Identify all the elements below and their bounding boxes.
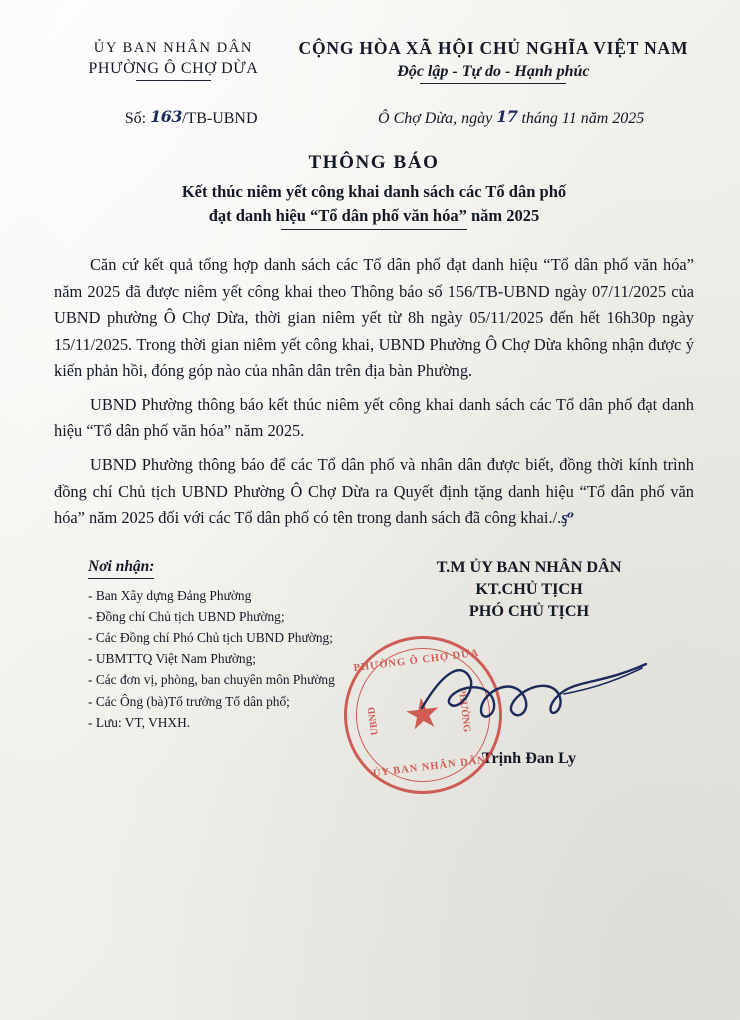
- document-subtitle-1: Kết thúc niêm yết công khai danh sách các Tổ dân phố: [181, 182, 567, 201]
- body-paragraph-1: Căn cứ kết quả tổng hợp danh sách các Tổ dân phố đạt danh hiệu “Tổ dân phố văn hóa” năm 2025 đã được niêm yết công khai theo Thông báo số 156/TB-UBND ngày 07/11/2025 của UBND phường Ô Chợ Dừa, thời gian niêm yết từ 8h ngày 05/11/2025 đến hết 16h30p ngày 15/11/2025. Trong thời gian niêm yết công khai, UBND Phường Ô Chợ Dừa không nhận được ý kiến phản hồi, đóng góp nào của nhân dân trên địa bàn Phường.: [54, 255, 694, 381]
- inline-initial-mark: ᶊᵒ: [561, 508, 574, 528]
- seal-right-text: PHƯỜNG: [456, 686, 473, 733]
- place-date-prefix: Ô Chợ Dừa, ngày: [378, 110, 493, 127]
- recipients-block: [54, 558, 384, 768]
- list-item: - Đồng chí Chủ tịch UBND Phường;: [88, 606, 384, 627]
- document-number-prefix: Số:: [124, 110, 147, 127]
- national-title: CỘNG HÒA XÃ HỘI CHỦ NGHĨA VIỆT NAM: [298, 38, 689, 58]
- document-footer: [54, 557, 694, 780]
- body-paragraph-3: [54, 452, 694, 532]
- seal-top-text: PHƯỜNG Ô CHỢ DỪA: [352, 647, 480, 674]
- document-title-block: [54, 152, 694, 230]
- place-date-suffix: tháng 11 năm 2025: [521, 110, 645, 127]
- body-paragraph-2: UBND Phường thông báo kết thúc niêm yết công khai danh sách các Tổ dân phố đạt danh hiệu “Tổ dân phố văn hóa” năm 2025.: [54, 394, 694, 441]
- blank-lower-area: [0, 805, 740, 1020]
- document-number: [54, 108, 328, 128]
- signature-line-3: PHÓ CHỦ TỊCH: [468, 601, 590, 620]
- list-item: - Các Ông (bà)Tổ trưởng Tổ dân phố;: [88, 691, 384, 712]
- recipients-title: Nơi nhận:: [88, 558, 154, 579]
- national-motto: Độc lập - Tự do - Hạnh phúc: [397, 63, 589, 84]
- list-item: - UBMTTQ Việt Nam Phường;: [88, 648, 384, 669]
- list-item: - Ban Xây dựng Đảng Phường: [88, 585, 384, 606]
- signature-line-1: T.M ỦY BAN NHÂN DÂN: [436, 557, 622, 576]
- list-item: - Lưu: VT, VHXH.: [88, 712, 384, 733]
- issuing-authority-block: [54, 38, 293, 81]
- document-number-handwritten: 163: [150, 107, 182, 126]
- signature-line-2: KT.CHỦ TỊCH: [475, 579, 583, 598]
- document-place-date: [328, 108, 694, 128]
- document-header: [54, 38, 694, 84]
- national-motto-block: [293, 38, 694, 84]
- list-item: - Các Đồng chí Phó Chủ tịch UBND Phường;: [88, 627, 384, 648]
- star-icon: ★: [401, 689, 445, 740]
- document-subtitle-2: đạt danh hiệu “Tổ dân phố văn hóa” năm 2025: [209, 206, 540, 230]
- recipients-list: [88, 585, 384, 736]
- document-body: [54, 252, 694, 532]
- body-paragraph-3-text: UBND Phường thông báo để các Tổ dân phố và nhân dân được biết, đồng thời kính trình đồng chí Chủ tịch UBND Phường Ô Chợ Dừa ra Quyết định tặng danh hiệu “Tổ dân phố văn hóa” năm 2025 đối với các Tổ dân phố có tên trong danh sách đã công khai./.: [54, 455, 694, 528]
- seal-bottom-text: ỦY BAN NHÂN DÂN: [372, 754, 487, 780]
- list-item: - Các đơn vị, phòng, ban chuyên môn Phường: [88, 669, 384, 690]
- signer-name: Trịnh Đan Ly: [481, 748, 577, 767]
- day-handwritten: 17: [496, 107, 518, 126]
- document-number-suffix: /TB-UBND: [181, 110, 258, 127]
- document-meta-row: [54, 108, 694, 128]
- org-line-2: PHƯỜNG Ô CHỢ DỪA: [88, 60, 258, 81]
- seal-left-text: UBND: [366, 706, 381, 736]
- document-title: THÔNG BÁO: [308, 152, 440, 173]
- org-line-1: ỦY BAN NHÂN DÂN: [93, 40, 253, 56]
